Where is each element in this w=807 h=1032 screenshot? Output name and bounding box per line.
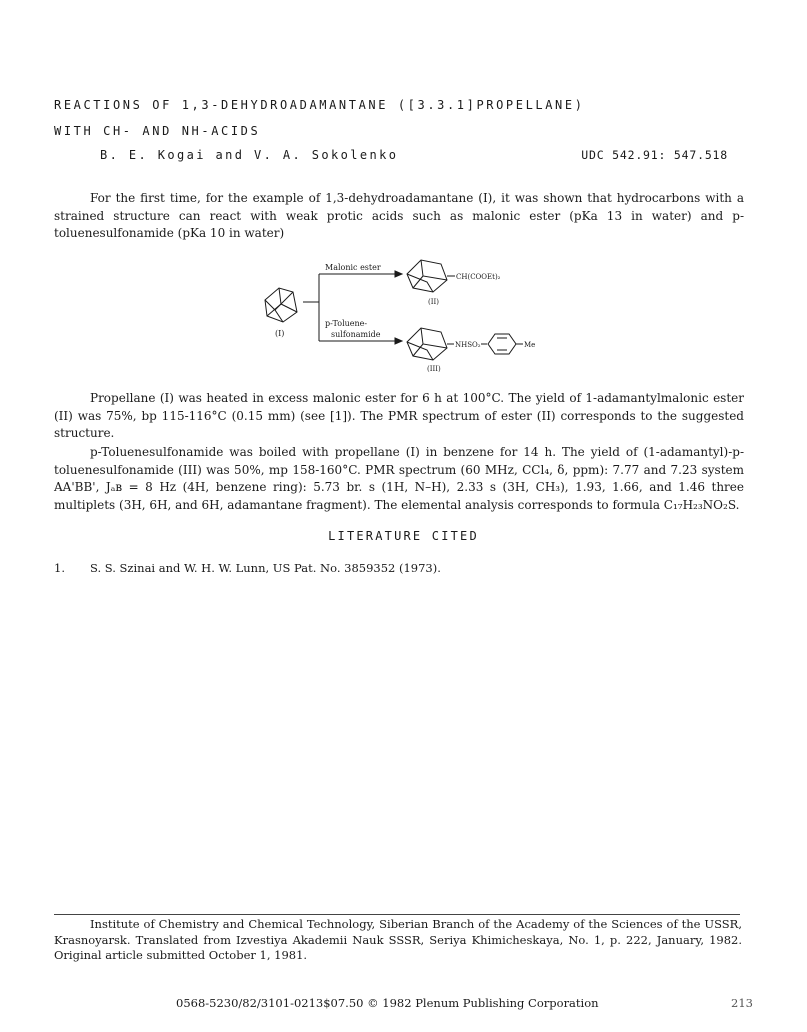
reagent-toluenesulfonamide-1: p-Toluene- — [325, 319, 368, 328]
copyright-line: 0568-5230/82/3101-0213$07.50 © 1982 Plenum Publishing Corporation — [176, 996, 599, 1010]
udc-code: UDC 542.91: 547.518 — [581, 148, 728, 162]
footnote-divider — [54, 914, 740, 915]
sulfonamide-paragraph: p-Toluenesulfonamide was boiled with propellane (I) in benzene for 14 h. The yield of (1-adamantyl)-p-toluenesulfonamide (III) was 50%, mp 158-160°C. PMR spectrum (60 MHz, CCl₄, δ, ppm): 7.77 and 7.23 system AA'BB', Jₐʙ = 8 Hz (4H, benzene ring): 5.73 br. s (1H, N–H), 2.33 s (3H, CH₃), 1.93, 1.66, and 1.46 three multiplets (3H, 6H, and 6H, adamantane fragment). The elemental analysis corresponds to formula C₁₇H₂₃NO₂S. — [54, 445, 744, 512]
adamantyl-sulfonamide-structure — [407, 328, 454, 360]
reaction-scheme — [255, 252, 565, 377]
reference-item — [54, 561, 441, 575]
title-line-1: REACTIONS OF 1,3-DEHYDROADAMANTANE ([3.3.1]PROPELLANE) — [54, 98, 585, 112]
reference-number: 1. — [54, 561, 65, 575]
affiliation-footnote: Institute of Chemistry and Chemical Technology, Siberian Branch of the Academy of the Sciences of the USSR, Krasnoyarsk. Translated from Izvestiya Akademii Nauk SSSR, Seriya Khimicheskaya, No. 1, p. 222, January, 1982. Original article submitted October 1, 1981. — [54, 917, 742, 962]
intro-paragraph: For the first time, for the example of 1,3-dehydroadamantane (I), it was shown that hydrocarbons with a strained structure can react with weak protic acids such as malonic ester (pKa 13 in water) and p-toluenesulfonamide (pKa 10 in water) — [54, 191, 744, 240]
page-number: 213 — [731, 996, 753, 1010]
reference-text: S. S. Szinai and W. H. W. Lunn, US Pat. No. 3859352 (1973). — [90, 561, 441, 575]
methyl-group: Me — [524, 341, 536, 349]
reagent-malonic-ester: Malonic ester — [325, 263, 381, 272]
malonic-ester-paragraph: Propellane (I) was heated in excess malonic ester for 6 h at 100°C. The yield of 1-adamantylmalonic ester (II) was 75%, bp 115-116°C (0.15 mm) (see [1]). The PMR spectrum of ester (II) corresponds to the suggested structure. — [54, 391, 744, 440]
reagent-toluenesulfonamide-2: sulfonamide — [331, 330, 381, 339]
title-line-2: WITH CH- AND NH-ACIDS — [54, 124, 261, 138]
authors: B. E. Kogai and V. A. Sokolenko — [100, 148, 399, 162]
product-3-substituent: NHSO₂ — [455, 341, 481, 349]
adamantyl-malonic-ester-structure — [407, 260, 455, 292]
literature-cited-heading: LITERATURE CITED — [328, 529, 479, 543]
reactant-label: (I) — [275, 329, 285, 338]
dehydroadamantane-structure — [265, 288, 297, 322]
article-title — [54, 92, 585, 144]
product-3-label: (III) — [427, 365, 441, 373]
product-2-substituent: CH(COOEt)₂ — [456, 273, 501, 281]
benzene-ring-structure — [481, 334, 523, 354]
product-2-label: (II) — [428, 298, 439, 306]
